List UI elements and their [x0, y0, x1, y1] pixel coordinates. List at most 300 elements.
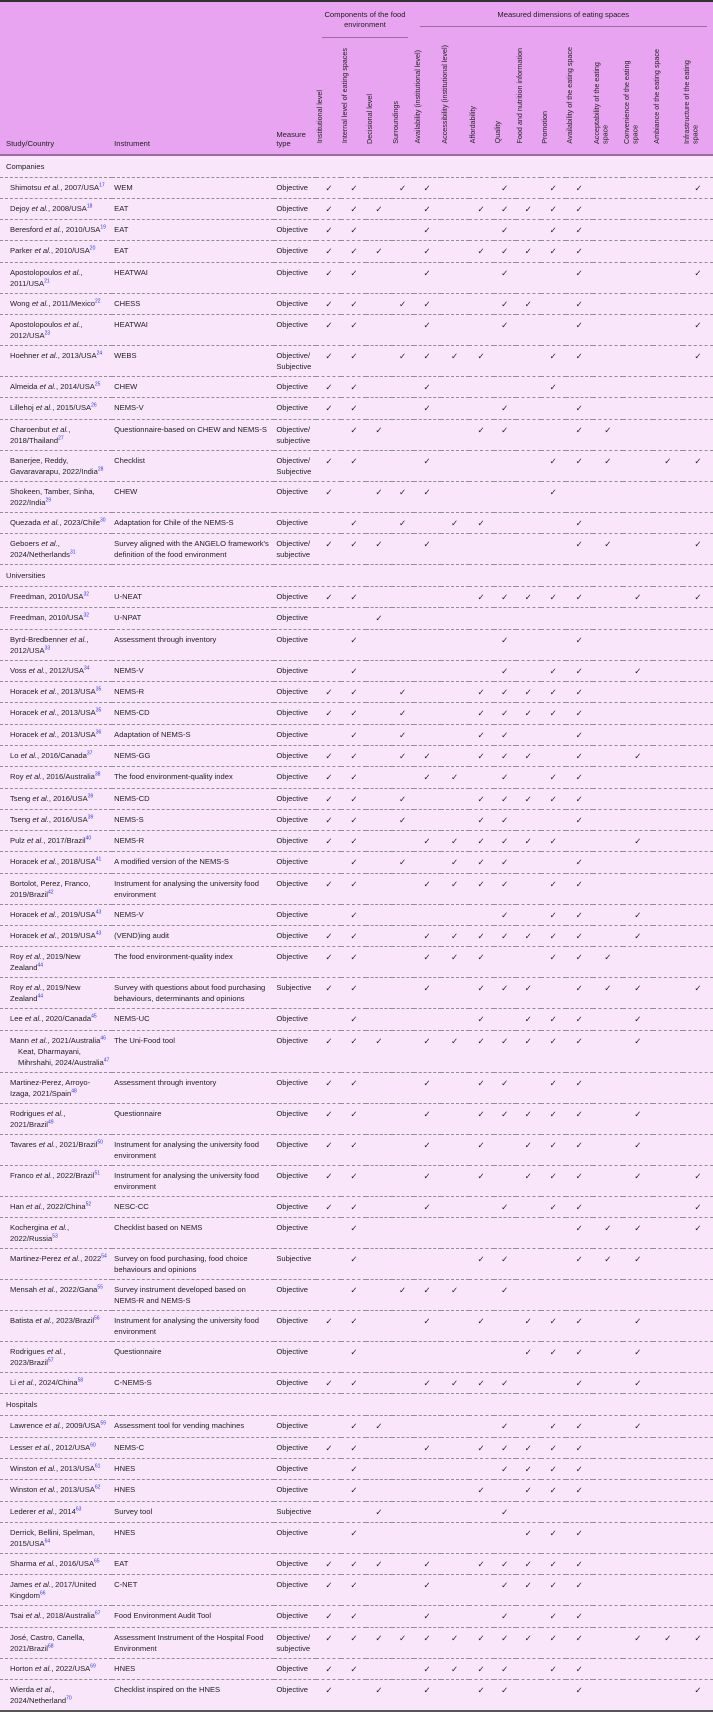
check-cell: [653, 1009, 683, 1030]
study-cell: [0, 481, 112, 512]
check-icon: ✓: [549, 952, 557, 963]
check-cell: [366, 1679, 391, 1711]
study-cell: [0, 608, 112, 629]
study-author: Roy: [10, 952, 26, 962]
check-cell: [341, 1342, 366, 1373]
table-row: [0, 1311, 713, 1342]
check-icon: ✓: [325, 952, 333, 963]
check-cell: [392, 947, 414, 978]
check-icon: ✓: [350, 686, 358, 697]
check-icon: ✓: [325, 351, 333, 362]
check-icon: ✓: [423, 1035, 431, 1046]
check-cell: [683, 1606, 713, 1627]
check-cell: [414, 293, 441, 314]
check-icon: ✓: [634, 1139, 642, 1150]
check-cell: [341, 198, 366, 219]
check-icon: ✓: [501, 665, 509, 676]
check-icon: ✓: [325, 878, 333, 889]
check-cell: [316, 1606, 341, 1627]
table-row: [0, 745, 713, 766]
study-cell: [0, 1134, 112, 1165]
check-cell: [392, 450, 414, 481]
check-cell: [683, 1009, 713, 1030]
study-author: Franco: [10, 1170, 36, 1180]
check-icon: ✓: [501, 814, 509, 825]
check-cell: [341, 608, 366, 629]
check-cell: [414, 1373, 441, 1394]
check-icon: ✓: [575, 539, 583, 549]
col-header-label: Convenience of the eating space: [621, 59, 640, 144]
check-icon: ✓: [350, 1442, 358, 1453]
check-cell: [541, 788, 566, 809]
col-header: [593, 44, 623, 155]
check-cell: [593, 262, 623, 293]
study-etal: et al.: [34, 1580, 51, 1590]
check-cell: [593, 809, 623, 830]
check-cell: [341, 1501, 366, 1522]
check-cell: [441, 1679, 469, 1711]
check-cell: [683, 660, 713, 681]
reference-number: 21: [44, 278, 50, 285]
check-icon: ✓: [325, 1580, 333, 1591]
check-cell: [316, 767, 341, 788]
study-cell: [0, 198, 112, 219]
check-cell: [316, 1311, 341, 1342]
check-icon: ✓: [524, 1632, 532, 1643]
check-cell: [566, 1522, 593, 1553]
study-author: Freedman, 2010/USA: [10, 613, 84, 623]
check-cell: [366, 745, 391, 766]
check-cell: [623, 1553, 653, 1574]
check-icon: ✓: [477, 1632, 485, 1643]
check-cell: [341, 1553, 366, 1574]
table-row: [0, 873, 713, 904]
check-cell: [441, 1458, 469, 1479]
study-year-country: , 2022/Gana: [55, 1285, 98, 1294]
check-cell: [469, 1218, 494, 1249]
study-cell: [0, 450, 112, 481]
check-cell: [593, 852, 623, 873]
study-cell: [0, 745, 112, 766]
check-icon: ✓: [477, 1014, 485, 1025]
check-cell: [494, 220, 516, 241]
measure-type-cell: Subjective: [274, 978, 316, 1009]
check-icon: ✓: [375, 539, 383, 549]
study-etal: et al.: [18, 1378, 35, 1387]
check-icon: ✓: [375, 424, 383, 435]
check-icon: ✓: [398, 298, 407, 309]
check-cell: [566, 377, 593, 398]
study-author: Parker: [10, 246, 35, 256]
study-year-country: , 2022/Brazil: [52, 1170, 95, 1180]
check-icon: ✓: [423, 1558, 431, 1569]
check-cell: [441, 419, 469, 450]
reference-number: 59: [100, 1420, 106, 1427]
check-icon: ✓: [549, 1558, 557, 1569]
check-icon: ✓: [477, 517, 485, 528]
study-year-country: , 2016/USA: [48, 793, 88, 803]
check-cell: [516, 1009, 541, 1030]
check-cell: [494, 1679, 516, 1711]
check-icon: ✓: [549, 836, 557, 847]
check-icon: ✓: [549, 246, 557, 257]
table-header: [0, 1, 713, 155]
study-cell: [0, 1196, 112, 1217]
study-cell: [0, 978, 112, 1009]
check-icon: ✓: [350, 1014, 358, 1025]
check-cell: [366, 947, 391, 978]
check-icon: ✓: [350, 1077, 358, 1088]
check-cell: [566, 703, 593, 724]
check-icon: ✓: [477, 1316, 485, 1326]
col-header-label: Ambiance of the eating space: [651, 48, 661, 144]
check-cell: [623, 1606, 653, 1627]
check-cell: [316, 241, 341, 262]
check-icon: ✓: [524, 1014, 532, 1025]
measure-type-cell: Objective: [274, 873, 316, 904]
check-cell: [366, 978, 391, 1009]
instrument-cell: HNES: [112, 1480, 274, 1501]
check-cell: [683, 1218, 713, 1249]
study-year-country: , 2012/USA: [51, 1442, 91, 1452]
check-icon: ✓: [575, 1254, 583, 1264]
check-cell: [541, 926, 566, 947]
check-cell: [392, 608, 414, 629]
measure-type-cell: Subjective: [274, 1249, 316, 1280]
check-cell: [469, 315, 494, 346]
check-cell: [653, 1072, 683, 1103]
check-cell: [414, 788, 441, 809]
instrument-cell: NEMS-R: [112, 831, 274, 852]
check-cell: [516, 534, 541, 565]
check-cell: [494, 1501, 516, 1522]
check-cell: [414, 724, 441, 745]
check-cell: [653, 629, 683, 660]
check-cell: [623, 398, 653, 419]
reference-number: 39: [87, 792, 94, 799]
measure-type-cell: Objective: [274, 703, 316, 724]
check-icon: ✓: [575, 351, 583, 362]
check-cell: [516, 450, 541, 481]
check-cell: [566, 1575, 593, 1606]
check-cell: [516, 220, 541, 241]
study-etal: et al.: [35, 403, 53, 413]
study-etal: et al.: [46, 1108, 64, 1118]
check-cell: [316, 681, 341, 702]
check-cell: [653, 852, 683, 873]
check-cell: [566, 660, 593, 681]
check-icon: ✓: [549, 1170, 557, 1181]
check-cell: [392, 745, 414, 766]
check-icon: ✓: [375, 1035, 383, 1046]
check-cell: [494, 512, 516, 533]
study-cell: [0, 788, 112, 809]
check-icon: ✓: [501, 1421, 509, 1432]
check-cell: [653, 450, 683, 481]
check-icon: ✓: [634, 1378, 642, 1388]
check-cell: [469, 904, 494, 925]
check-cell: [366, 873, 391, 904]
study-author: Voss: [10, 665, 29, 675]
study-year-country: , 2010/USA: [61, 225, 101, 235]
check-cell: [683, 926, 713, 947]
check-cell: [316, 346, 341, 377]
check-cell: [341, 1072, 366, 1103]
check-icon: ✓: [398, 708, 407, 719]
check-cell: [683, 1072, 713, 1103]
check-cell: [341, 534, 366, 565]
instrument-cell: The food environment-quality index: [112, 767, 274, 788]
check-cell: [392, 1522, 414, 1553]
check-cell: [366, 1658, 391, 1679]
check-cell: [392, 1009, 414, 1030]
study-cell: [0, 1342, 112, 1373]
check-cell: [566, 1249, 593, 1280]
check-icon: ✓: [325, 182, 333, 193]
instrument-cell: Survey on food purchasing, food choice behaviours and opinions: [112, 1249, 274, 1280]
check-cell: [494, 809, 516, 830]
check-icon: ✓: [524, 1170, 532, 1181]
check-icon: ✓: [477, 686, 485, 697]
check-cell: [392, 724, 414, 745]
study-author: Bortolot, Perez, Franco, 2019/Brazil: [10, 878, 91, 899]
check-cell: [516, 419, 541, 450]
check-cell: [683, 419, 713, 450]
check-cell: [516, 926, 541, 947]
check-icon: ✓: [325, 225, 333, 236]
check-cell: [541, 809, 566, 830]
check-icon: ✓: [549, 1201, 557, 1212]
check-cell: [566, 831, 593, 852]
check-cell: [683, 587, 713, 608]
check-icon: ✓: [575, 878, 583, 889]
check-cell: [414, 346, 441, 377]
check-icon: ✓: [325, 1035, 333, 1046]
col-header: [541, 44, 566, 155]
check-cell: [441, 1311, 469, 1342]
study-author: Beresford: [10, 225, 46, 235]
check-icon: ✓: [524, 793, 532, 804]
check-cell: [683, 1679, 713, 1711]
check-cell: [414, 1311, 441, 1342]
check-cell: [392, 1437, 414, 1458]
measure-type-cell: Objective: [274, 1553, 316, 1574]
check-cell: [623, 724, 653, 745]
check-cell: [441, 1373, 469, 1394]
check-cell: [566, 1553, 593, 1574]
check-icon: ✓: [350, 1558, 358, 1569]
check-cell: [653, 1437, 683, 1458]
check-icon: ✓: [694, 1170, 702, 1181]
check-cell: [683, 852, 713, 873]
check-cell: [683, 1165, 713, 1196]
check-icon: ✓: [375, 1558, 383, 1569]
check-cell: [653, 608, 683, 629]
instrument-cell: Instrument for analysing the university food environment: [112, 1134, 274, 1165]
check-cell: [541, 1416, 566, 1437]
study-year-country: , 2023/Brazil: [10, 1347, 66, 1367]
instrument-cell: NEMS-CD: [112, 788, 274, 809]
check-cell: [623, 629, 653, 660]
check-cell: [469, 1311, 494, 1342]
check-cell: [566, 293, 593, 314]
measure-type-cell: Objective: [274, 241, 316, 262]
check-cell: [593, 481, 623, 512]
check-icon: ✓: [575, 931, 583, 942]
check-cell: [469, 534, 494, 565]
check-cell: [494, 660, 516, 681]
check-cell: [516, 1437, 541, 1458]
check-cell: [469, 1416, 494, 1437]
check-cell: [516, 241, 541, 262]
check-icon: ✓: [575, 665, 583, 676]
reference-number: 31: [69, 549, 76, 556]
table-row: [0, 788, 713, 809]
check-icon: ✓: [423, 1139, 431, 1150]
check-cell: [623, 660, 653, 681]
check-cell: [316, 608, 341, 629]
check-icon: ✓: [451, 1035, 459, 1046]
table-row: [0, 377, 713, 398]
check-icon: ✓: [477, 1442, 485, 1453]
check-cell: [623, 745, 653, 766]
col-header: [341, 44, 366, 155]
reference-number: 30: [99, 517, 106, 524]
check-icon: ✓: [375, 1421, 383, 1432]
study-year-country: , 2018/Thailand: [10, 424, 71, 445]
check-icon: ✓: [477, 878, 485, 889]
check-cell: [441, 1009, 469, 1030]
check-cell: [683, 293, 713, 314]
check-cell: [366, 315, 391, 346]
check-cell: [366, 534, 391, 565]
check-cell: [341, 1249, 366, 1280]
check-cell: [593, 346, 623, 377]
measure-type-cell: Objective: [274, 831, 316, 852]
check-cell: [414, 852, 441, 873]
check-icon: ✓: [477, 931, 485, 942]
table-row: [0, 1009, 713, 1030]
study-year-country: , 2013/USA: [57, 351, 97, 361]
check-cell: [469, 1165, 494, 1196]
check-cell: [566, 1196, 593, 1217]
check-cell: [516, 1072, 541, 1103]
check-cell: [494, 1522, 516, 1553]
table-row: [0, 1575, 713, 1606]
check-cell: [414, 767, 441, 788]
check-cell: [566, 629, 593, 660]
reference-number: 38: [94, 771, 101, 778]
check-icon: ✓: [694, 267, 702, 278]
check-cell: [541, 262, 566, 293]
study-etal: et al.: [50, 1223, 67, 1232]
study-year-country: , 2011/USA: [10, 267, 83, 288]
check-cell: [441, 852, 469, 873]
col-header: [366, 44, 391, 155]
check-icon: ✓: [549, 455, 557, 466]
check-cell: [593, 660, 623, 681]
check-cell: [593, 703, 623, 724]
check-cell: [469, 873, 494, 904]
check-cell: [593, 1342, 623, 1373]
check-cell: [653, 767, 683, 788]
check-cell: [516, 1218, 541, 1249]
check-cell: [494, 1627, 516, 1658]
check-cell: [469, 1437, 494, 1458]
check-icon: ✓: [350, 246, 358, 257]
check-cell: [414, 873, 441, 904]
check-cell: [392, 1218, 414, 1249]
check-cell: [653, 904, 683, 925]
check-icon: ✓: [549, 1014, 557, 1025]
measure-type-cell: Objective: [274, 1103, 316, 1134]
check-cell: [392, 262, 414, 293]
check-cell: [441, 177, 469, 198]
instrument-cell: CHEW: [112, 481, 274, 512]
check-cell: [623, 1103, 653, 1134]
check-cell: [516, 660, 541, 681]
check-cell: [653, 660, 683, 681]
check-cell: [316, 1218, 341, 1249]
check-cell: [441, 745, 469, 766]
check-cell: [469, 926, 494, 947]
table-row: [0, 587, 713, 608]
check-cell: [516, 198, 541, 219]
check-cell: [392, 1280, 414, 1311]
check-cell: [392, 904, 414, 925]
check-cell: [469, 703, 494, 724]
check-cell: [469, 220, 494, 241]
check-cell: [541, 1658, 566, 1679]
check-icon: ✓: [423, 1663, 431, 1674]
check-cell: [593, 1458, 623, 1479]
check-cell: [541, 681, 566, 702]
check-cell: [566, 512, 593, 533]
reference-number: 60: [90, 1442, 96, 1449]
check-cell: [392, 177, 414, 198]
study-cell: [0, 1501, 112, 1522]
study-cell: [0, 1103, 112, 1134]
check-cell: [623, 681, 653, 702]
study-author: Lillehoj: [10, 403, 36, 413]
check-cell: [623, 1373, 653, 1394]
measure-type-cell: Objective: [274, 198, 316, 219]
check-cell: [469, 1009, 494, 1030]
check-cell: [392, 809, 414, 830]
check-cell: [593, 1627, 623, 1658]
check-icon: ✓: [575, 983, 583, 994]
study-cell: [0, 1522, 112, 1553]
check-cell: [566, 978, 593, 1009]
check-cell: [341, 220, 366, 241]
check-icon: ✓: [524, 1108, 532, 1119]
study-etal: et al.: [38, 1506, 55, 1516]
check-cell: [566, 1437, 593, 1458]
measure-type-cell: Subjective: [274, 1501, 316, 1522]
check-cell: [341, 873, 366, 904]
check-cell: [516, 377, 541, 398]
check-cell: [566, 788, 593, 809]
table-row: [0, 1437, 713, 1458]
study-author: Roy: [10, 983, 26, 993]
check-icon: ✓: [524, 1035, 532, 1046]
reference-number: 45: [91, 1013, 97, 1020]
study-etal: et al.: [32, 814, 49, 824]
check-cell: [441, 346, 469, 377]
check-icon: ✓: [423, 351, 431, 362]
study-year-country: , 2014/USA: [56, 382, 95, 392]
check-icon: ✓: [477, 246, 485, 257]
